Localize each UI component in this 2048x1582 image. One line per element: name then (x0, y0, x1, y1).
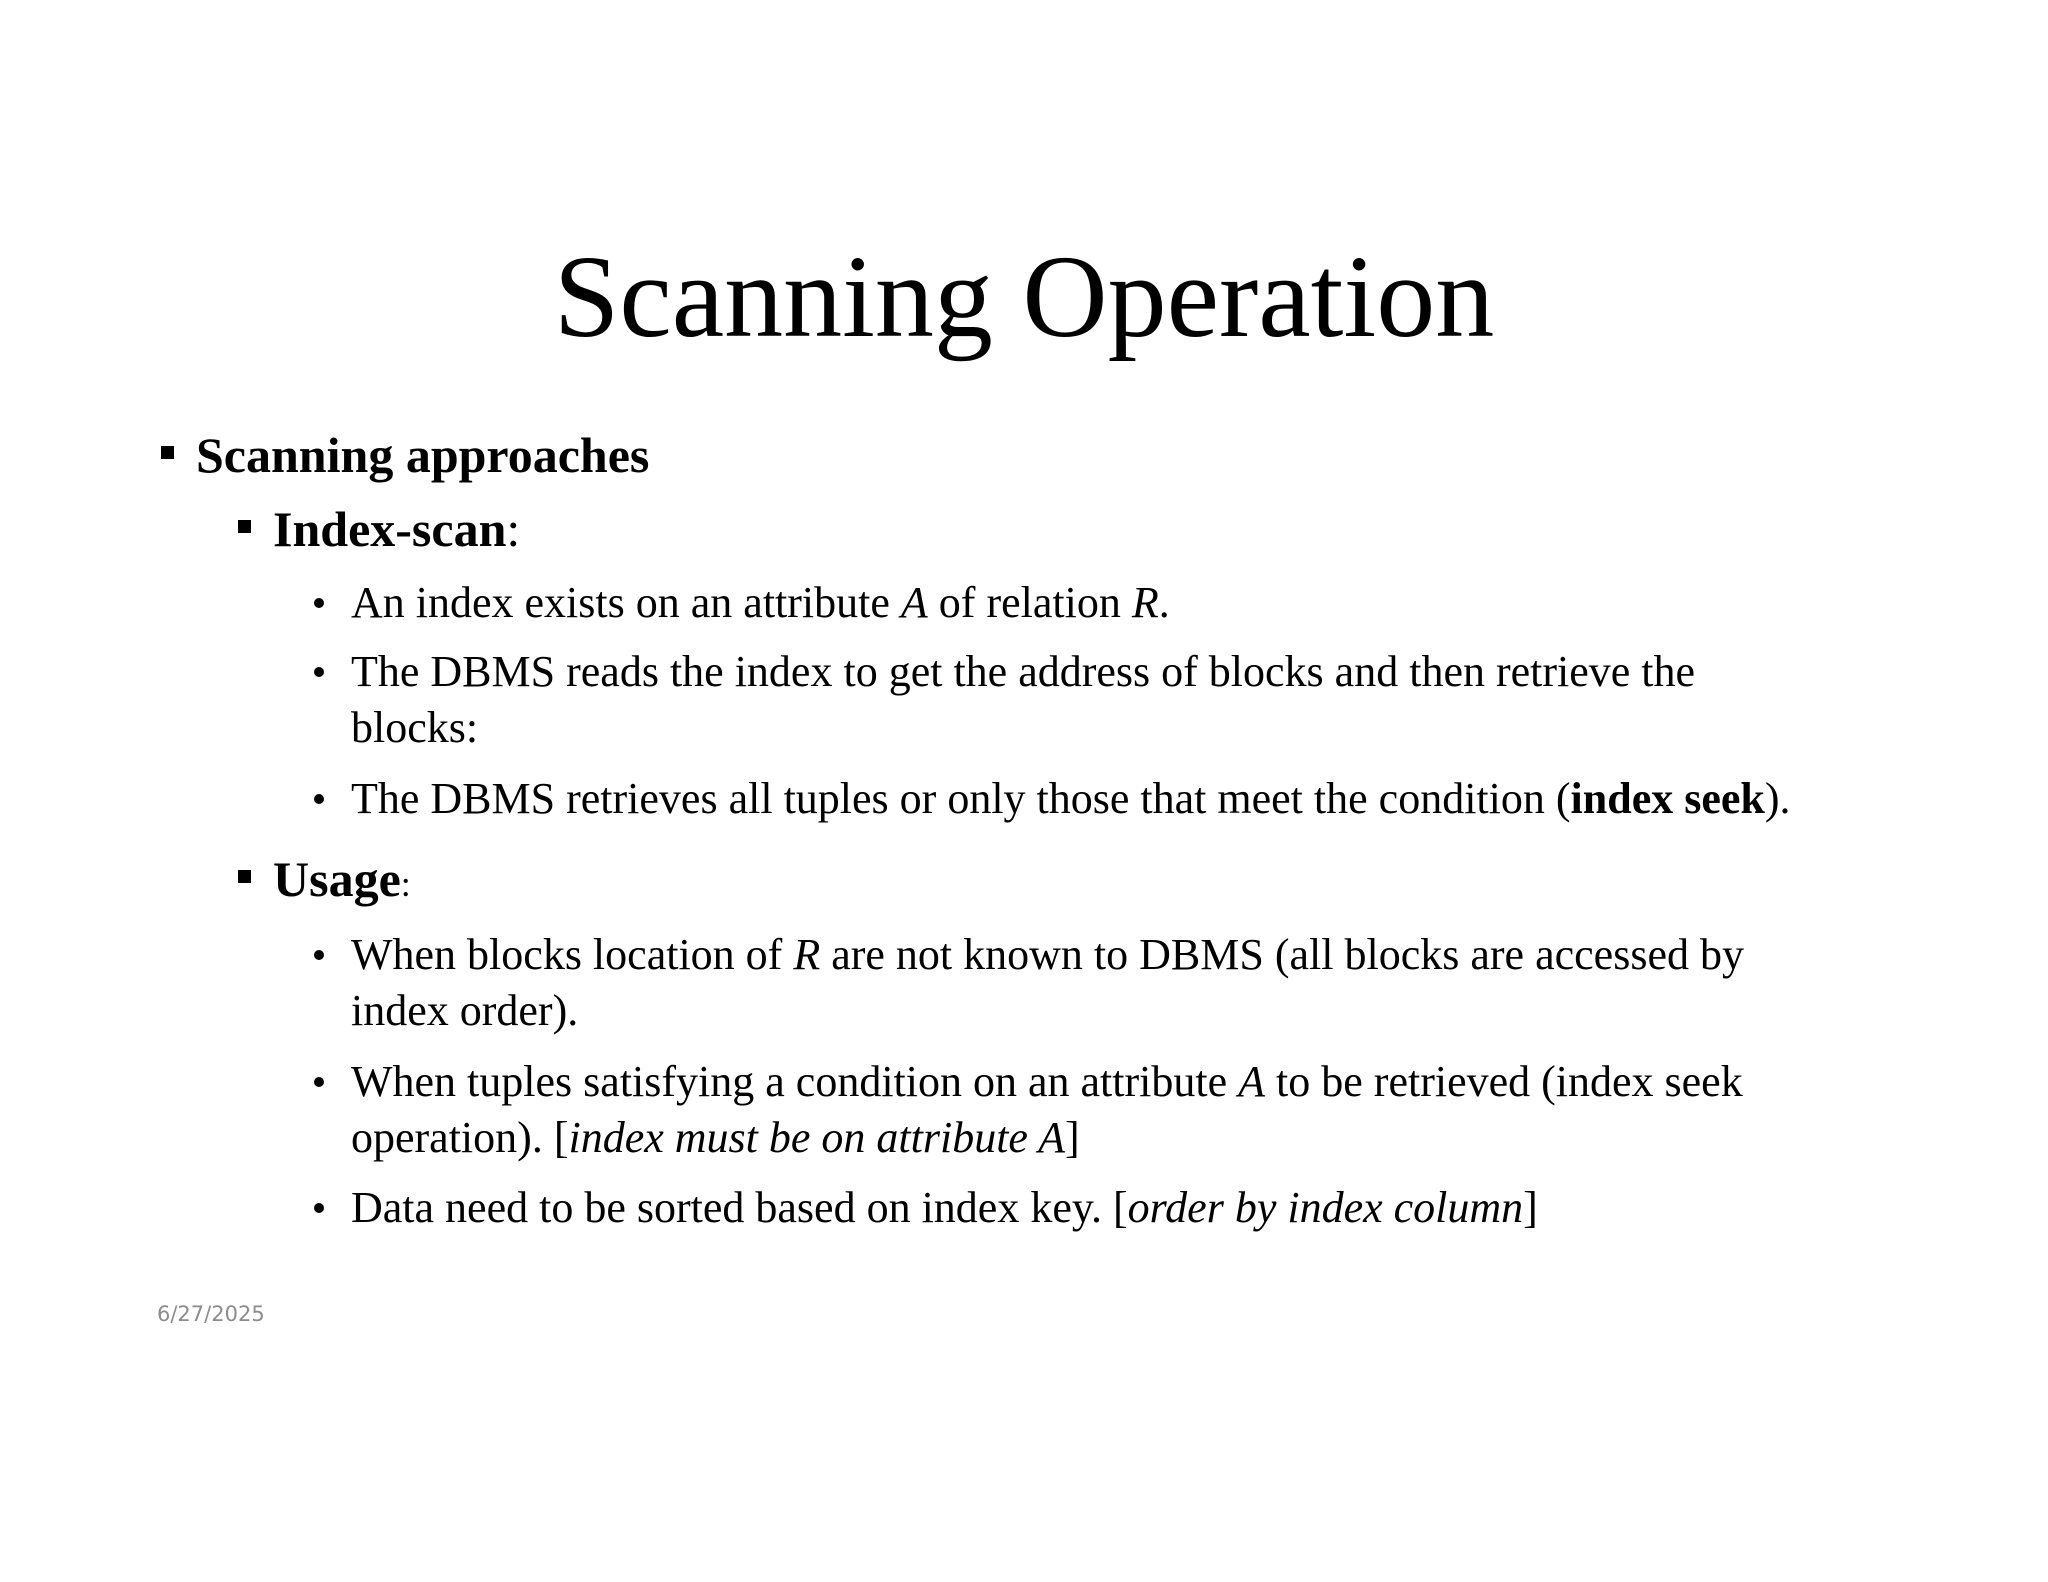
index-scan-point-2-line-2: blocks: (351, 703, 479, 752)
index-scan-heading (273, 499, 520, 559)
variable-r: R (793, 930, 821, 979)
text-span: are not known to DBMS (all blocks are accessed by (820, 930, 1744, 979)
index-scan-colon: : (506, 501, 521, 557)
text-span: ). (1764, 774, 1791, 823)
usage-point-2-line-2 (351, 1110, 1080, 1166)
text-span: of relation (927, 578, 1132, 627)
square-bullet-icon (161, 446, 174, 459)
italic-note: order by index column (1127, 1183, 1524, 1232)
section-heading: Scanning approaches (196, 427, 650, 483)
text-span: When blocks location of (351, 930, 794, 979)
square-bullet-icon (238, 520, 251, 533)
round-bullet-icon (314, 950, 324, 960)
usage-point-2-line-1 (351, 1054, 1743, 1110)
variable-r: R (1131, 578, 1159, 627)
index-seek-term: index seek (1570, 774, 1765, 823)
usage-point-1-line-1 (351, 927, 1744, 983)
text-span: The DBMS retrieves all tuples or only those that meet the condition ( (351, 774, 1571, 823)
round-bullet-icon (314, 794, 324, 804)
text-span: operation). [ (351, 1113, 569, 1162)
round-bullet-icon (314, 598, 324, 608)
text-span: to be retrieved (index seek (1265, 1057, 1743, 1106)
index-scan-point-2-line-1: The DBMS reads the index to get the address of blocks and then retrieve the (351, 647, 1696, 696)
usage-heading (273, 849, 411, 914)
usage-label: Usage (273, 851, 401, 907)
variable-a: A (1238, 1057, 1266, 1106)
round-bullet-icon (314, 667, 324, 677)
text-span: ] (1065, 1113, 1080, 1162)
italic-note: index must be on attribute A (568, 1113, 1066, 1162)
text-span: ] (1523, 1183, 1538, 1232)
text-span: An index exists on an attribute (351, 578, 901, 627)
index-scan-label: Index-scan (273, 501, 507, 557)
text-span: . (1158, 578, 1170, 627)
round-bullet-icon (314, 1203, 324, 1213)
slide-title: Scanning Operation (553, 231, 1495, 362)
round-bullet-icon (314, 1077, 324, 1087)
usage-colon: : (400, 864, 411, 904)
index-scan-point-3 (351, 771, 1791, 827)
usage-point-3 (351, 1180, 1538, 1236)
slide-date: 6/27/2025 (157, 1302, 265, 1326)
usage-point-1-line-2: index order). (351, 986, 579, 1035)
index-scan-point-1 (351, 575, 1170, 631)
square-bullet-icon (238, 870, 251, 883)
variable-a: A (900, 578, 928, 627)
text-span: Data need to be sorted based on index key. [ (351, 1183, 1128, 1232)
text-span: When tuples satisfying a condition on an attribute (351, 1057, 1239, 1106)
